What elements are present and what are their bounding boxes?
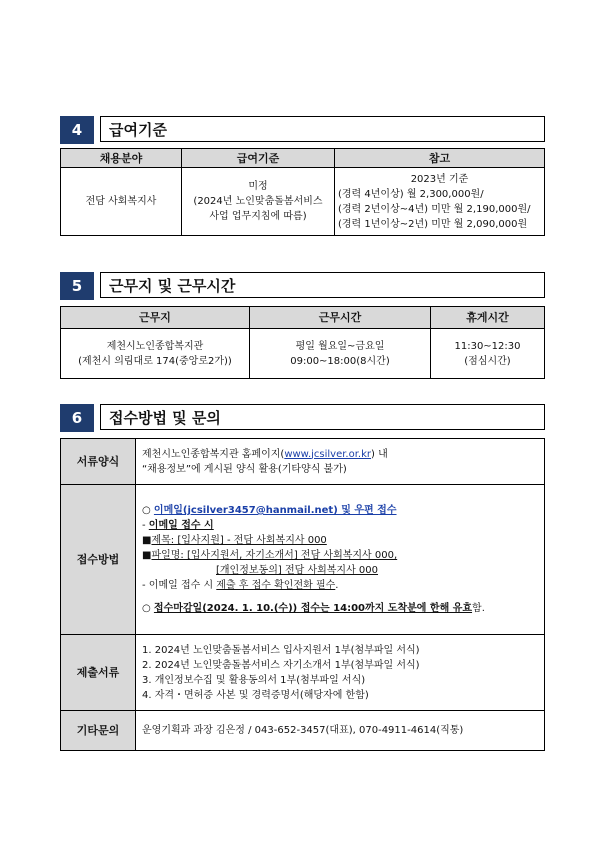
text-line: 사업 업무지침에 따름) <box>209 211 307 222</box>
text-line <box>142 518 541 533</box>
form-text: ) 내 <box>371 448 388 460</box>
spacer <box>142 593 541 601</box>
text-line: (경력 1년이상~2년) 미만 월 2,090,000원 <box>338 218 528 230</box>
row-label: 서류양식 <box>61 439 136 485</box>
rest-cell <box>431 329 545 379</box>
col-header: 급여기준 <box>182 149 335 168</box>
row-label: 기타문의 <box>61 711 136 751</box>
text-line: (점심시간) <box>464 355 511 367</box>
text-line <box>142 601 541 616</box>
text: [개인정보동의] 전담 사회복지사 000 <box>216 565 379 576</box>
section-title: 접수방법 및 문의 <box>100 404 545 430</box>
text-line <box>142 447 541 462</box>
list-item: 4. 자격・면허증 사본 및 경력증명서(해당자에 한함) <box>142 689 369 701</box>
text-line: (제천시 의림대로 174(중앙로2가)) <box>78 355 232 367</box>
col-header: 휴게시간 <box>431 307 545 329</box>
col-header: 근무시간 <box>250 307 431 329</box>
list-item: 2. 2024년 노인맞춤돌봄서비스 자기소개서 1부(첨부파일 서식) <box>142 659 420 671</box>
reference-cell <box>335 168 545 236</box>
text: 파일명: [입사지원서, 자기소개서] 전담 사회복지사 000, <box>151 550 398 561</box>
salary-cell <box>182 168 335 236</box>
text-line: 제천시노인종합복지관 <box>106 340 204 352</box>
hours-cell <box>250 329 431 379</box>
text: . <box>335 580 339 591</box>
homepage-link[interactable]: www.jcsilver.or.kr <box>284 448 372 460</box>
row-label: 접수방법 <box>61 485 136 635</box>
deadline-text: 접수마감일(2024. 1. 10.(수)) 접수는 14:00까지 도착분에 한해 유효 <box>153 603 473 614</box>
section-6-header <box>60 404 545 432</box>
text-line: “채용정보”에 게시된 양식 활용(기타양식 불가) <box>142 463 347 475</box>
row-label: 제출서류 <box>61 635 136 711</box>
section-title: 근무지 및 근무시간 <box>100 272 545 298</box>
text: 제출 후 접수 확인전화 필수 <box>216 580 336 591</box>
list-item: 1. 2024년 노인맞춤돌봄서비스 입사지원서 1부(첨부파일 서식) <box>142 644 420 656</box>
text-line: 평일 월요일~금요일 <box>295 340 385 352</box>
salary-table <box>60 148 545 236</box>
col-header: 채용분야 <box>61 149 182 168</box>
text-line: 미정 <box>248 181 268 192</box>
form-cell <box>136 439 545 485</box>
text: 함. <box>472 603 485 614</box>
form-text: 제천시노인종합복지관 홈페이지( <box>142 448 285 460</box>
field-cell: 전담 사회복지사 <box>61 168 182 236</box>
text-line <box>142 548 541 563</box>
text-line: 11:30~12:30 <box>454 340 521 352</box>
email-link[interactable]: 이메일(jcsilver3457@hanmail.net) 및 우편 접수 <box>153 505 397 516</box>
square-bullet: ■ <box>142 550 152 561</box>
dash-bullet: - <box>142 520 146 531</box>
text-line: 09:00~18:00(8시간) <box>290 355 390 367</box>
section-title: 급여기준 <box>100 116 545 142</box>
docs-cell <box>136 635 545 711</box>
text-line <box>142 578 541 593</box>
worksite-table <box>60 306 545 379</box>
text-line <box>142 533 541 548</box>
circle-bullet: ○ <box>142 505 151 516</box>
text-line: (경력 2년이상~4년) 미만 월 2,190,000원/ <box>338 203 531 215</box>
text-line: (2024년 노인맞춤돌봄서비스 <box>193 196 323 207</box>
text-line <box>142 563 541 578</box>
section-number: 6 <box>60 404 94 432</box>
text-line: (경력 4년이상) 월 2,300,000원/ <box>338 188 484 200</box>
list-item: 3. 개인정보수집 및 활용동의서 1부(첨부파일 서식) <box>142 674 366 686</box>
application-table <box>60 438 545 751</box>
square-bullet: ■ <box>142 535 152 546</box>
circle-bullet: ○ <box>142 603 151 614</box>
text: 제목: [입사지원] - 전담 사회복지사 000 <box>151 535 327 546</box>
section-number: 5 <box>60 272 94 300</box>
section-number: 4 <box>60 116 94 144</box>
method-cell <box>136 485 545 635</box>
col-header: 참고 <box>335 149 545 168</box>
place-cell <box>61 329 250 379</box>
section-4-header <box>60 116 545 144</box>
text: 이메일 접수 시 <box>148 520 214 531</box>
text-line: 2023년 기준 <box>410 173 469 185</box>
text: - 이메일 접수 시 <box>142 580 217 591</box>
text-line <box>142 503 541 518</box>
col-header: 근무지 <box>61 307 250 329</box>
section-5-header <box>60 272 545 300</box>
contact-cell: 운영기획과 과장 김은정 / 043-652-3457(대표), 070-4911-4614(직통) <box>136 711 545 751</box>
